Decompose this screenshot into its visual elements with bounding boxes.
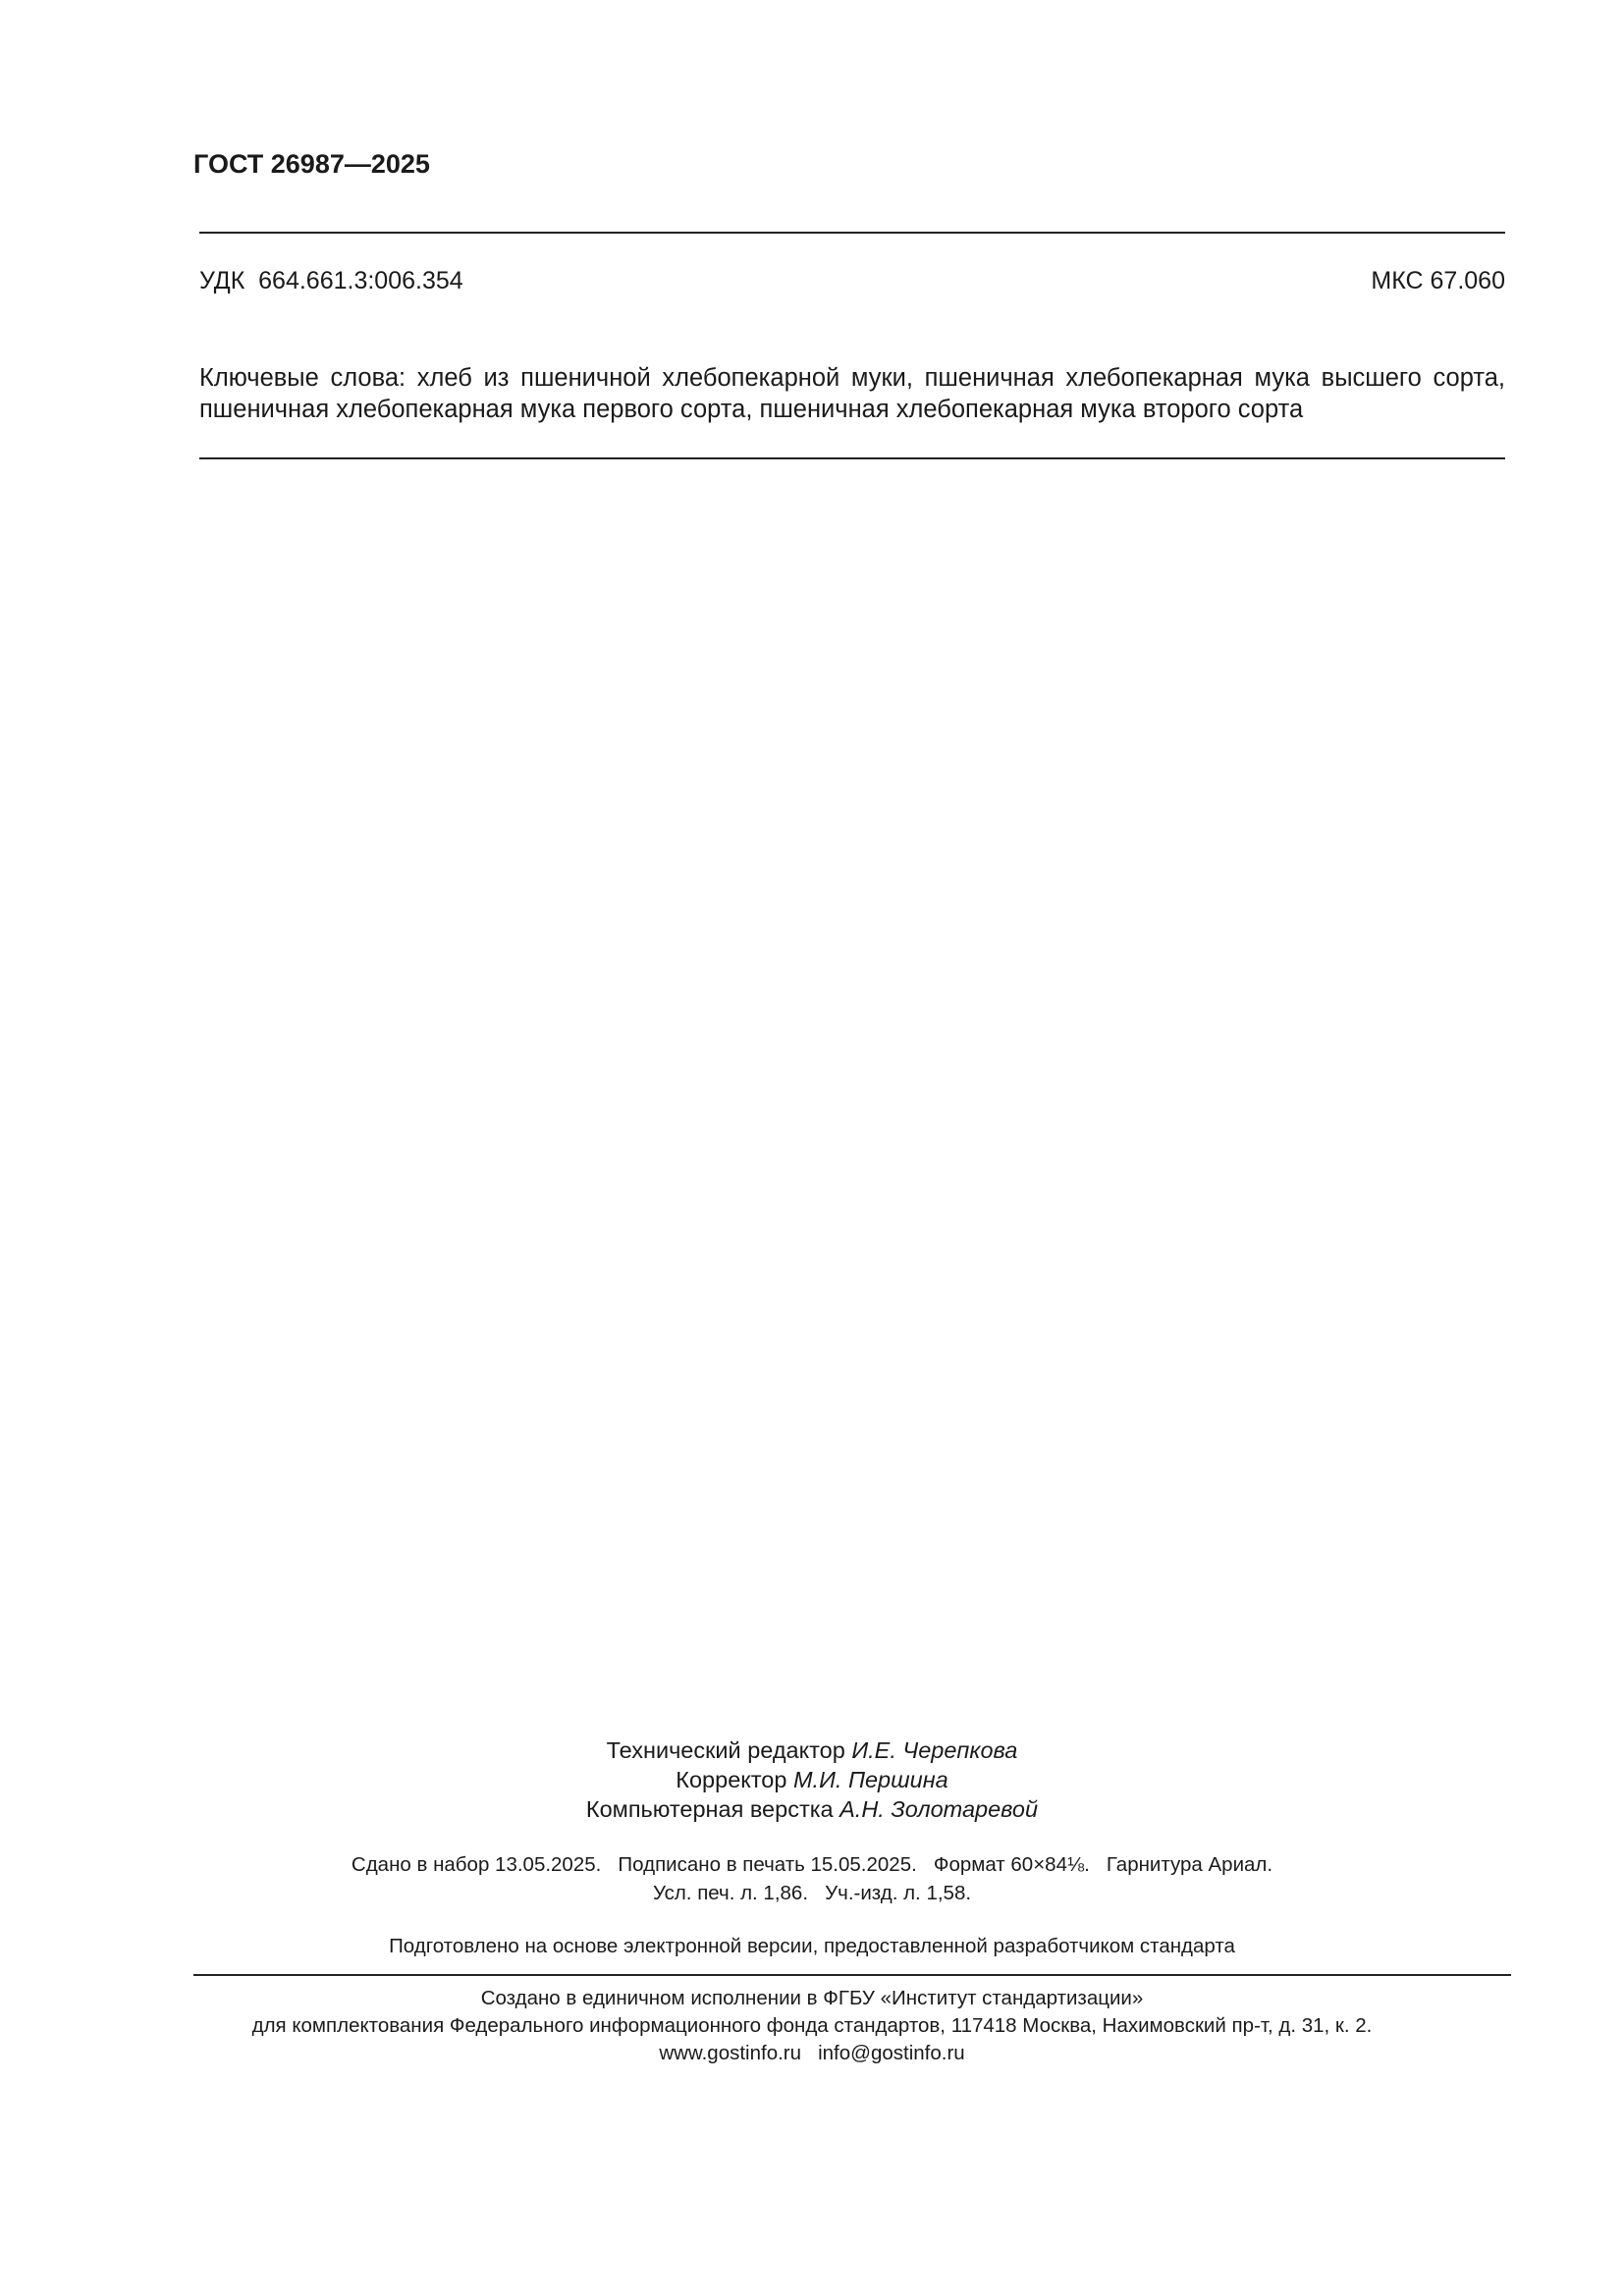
top-divider — [199, 232, 1505, 234]
keywords-divider — [199, 457, 1505, 459]
credits-block — [0, 1735, 1624, 1824]
imprint-line-2: Усл. печ. л. 1,86. Уч.-изд. л. 1,58. — [652, 1882, 972, 1904]
mks-code: МКС 67.060 — [1371, 267, 1505, 294]
layout-name: А.Н. Золотаревой — [839, 1796, 1039, 1822]
publisher-line-2: для комплектования Федерального информационного фонда стандартов, 117418 Москва, Нахимовский пр-т, д. 31, к. 2. — [251, 2014, 1373, 2037]
publisher-line-1: Создано в единичном исполнении в ФГБУ «Институт стандартизации» — [480, 1987, 1144, 2009]
tech-editor-line — [0, 1735, 1624, 1765]
publisher-contacts: www.gostinfo.ru info@gostinfo.ru — [659, 2042, 965, 2064]
imprint-line-1: Сдано в набор 13.05.2025. Подписано в печать 15.05.2025. Формат 60×84⅛. Гарнитура Ариал. — [351, 1853, 1273, 1876]
prepared-note: Подготовлено на основе электронной версии, предоставленной разработчиком стандарта — [389, 1935, 1235, 1957]
corrector-name: М.И. Першина — [792, 1767, 948, 1792]
layout-label: Компьютерная верстка — [585, 1796, 834, 1822]
corrector-line — [0, 1765, 1624, 1794]
publisher-block — [0, 1985, 1624, 2067]
classification-row — [199, 264, 1505, 297]
tech-editor-label: Технический редактор — [606, 1737, 845, 1763]
document-code: ГОСТ 26987—2025 — [193, 149, 430, 179]
keywords: Ключевые слова: хлеб из пшеничной хлебопекарной муки, пшеничная хлебопекарная мука высшего сорта, пшеничная хлебопекарная мука первого сорта, пшеничная хлебопекарная мука второго сорта — [199, 364, 1505, 423]
imprint-block — [0, 1850, 1624, 1907]
bottom-divider — [193, 1974, 1511, 1976]
udk-code: УДК 664.661.3:006.354 — [199, 267, 463, 294]
tech-editor-name: И.Е. Черепкова — [851, 1737, 1018, 1763]
corrector-label: Корректор — [676, 1767, 787, 1792]
layout-line — [0, 1794, 1624, 1824]
